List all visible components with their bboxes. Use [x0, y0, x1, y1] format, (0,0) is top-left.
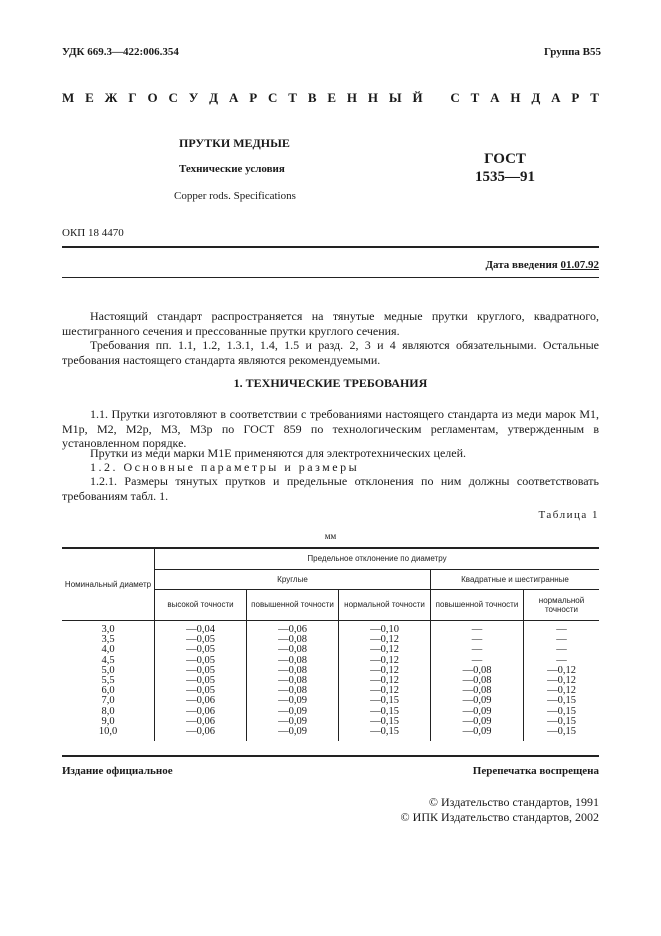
cell-deviation: —0,10 — [339, 621, 431, 636]
table-row — [62, 621, 599, 636]
header-round: Круглые — [155, 570, 431, 590]
heading-letter: Р — [571, 90, 580, 105]
cell-deviation: —0,06 — [155, 727, 247, 741]
cell-deviation: —0,08 — [247, 656, 339, 666]
gost-designation — [460, 150, 550, 186]
heading-letter: Т — [288, 90, 297, 105]
section-heading: 1. ТЕХНИЧЕСКИЕ ТРЕБОВАНИЯ — [233, 376, 428, 390]
cell-deviation: —0,15 — [524, 717, 600, 727]
cell-deviation: —0,08 — [431, 666, 524, 676]
cell-diameter: 4,0 — [101, 644, 115, 656]
header-square-normal: нормальной точности — [524, 590, 600, 621]
cell-deviation: —0,15 — [339, 727, 431, 741]
table-row — [62, 676, 599, 686]
cell-deviation: —0,06 — [155, 696, 247, 706]
reprint-prohibited: Перепечатка воспрещена — [472, 765, 599, 777]
header-round-normal: нормальной точности — [339, 590, 431, 621]
cell-deviation: —0,09 — [431, 707, 524, 717]
cell-deviation: —0,06 — [155, 707, 247, 717]
group-code: Группа В55 — [543, 46, 601, 58]
heading-letter: А — [490, 90, 500, 105]
header-round-increased: повышенной точности — [247, 590, 339, 621]
cell-deviation: —0,08 — [247, 645, 339, 655]
cell-diameter: 5,0 — [101, 664, 115, 676]
okp-code: ОКП 18 4470 — [62, 227, 124, 239]
cell-deviation: — — [431, 656, 524, 666]
table-row — [62, 686, 599, 696]
table-row — [62, 717, 599, 727]
heading-letter: Й — [412, 90, 423, 105]
cell-deviation: —0,09 — [431, 717, 524, 727]
cell-deviation: —0,15 — [524, 707, 600, 717]
gost-number: 1535—91 — [475, 169, 535, 185]
table-unit: мм — [324, 531, 337, 541]
cell-diameter: 4,5 — [101, 654, 115, 666]
table-caption: Таблица 1 — [538, 509, 599, 521]
cell-deviation: —0,08 — [431, 686, 524, 696]
cell-deviation: —0,08 — [247, 666, 339, 676]
cell-deviation: —0,06 — [155, 717, 247, 727]
cell-deviation: —0,09 — [431, 727, 524, 741]
heading-letter: Ы — [388, 90, 402, 105]
cell-deviation: —0,09 — [247, 696, 339, 706]
heading-letter: С — [268, 90, 278, 105]
cell-diameter: 6,0 — [101, 685, 115, 697]
cell-deviation: —0,05 — [155, 635, 247, 645]
heading-letter: Т — [470, 90, 480, 105]
paragraph-1-2-1: 1.2.1. Размеры тянутых прутков и предельные отклонения по ним должны соответствовать требованиям табл. 1. — [62, 474, 599, 503]
cell-deviation: —0,12 — [339, 645, 431, 655]
cell-deviation: —0,05 — [155, 686, 247, 696]
cell-diameter: 10,0 — [98, 726, 118, 738]
cell-deviation: —0,05 — [155, 645, 247, 655]
cell-deviation: —0,15 — [524, 696, 600, 706]
header-square-increased: повышенной точности — [431, 590, 524, 621]
heading-letter: Д — [209, 90, 219, 105]
cell-deviation: —0,05 — [155, 656, 247, 666]
header-deviation: Предельное отклонение по диаметру — [155, 548, 600, 570]
heading-letter — [433, 90, 439, 106]
table-row — [62, 645, 599, 655]
cell-deviation: —0,06 — [247, 621, 339, 636]
cell-deviation: —0,12 — [339, 676, 431, 686]
document-title: ПРУТКИ МЕДНЫЕ — [179, 136, 290, 150]
cell-deviation: — — [524, 635, 600, 645]
cell-deviation: —0,04 — [155, 621, 247, 636]
copyright-1991: © Издательство стандартов, 1991 — [428, 795, 599, 809]
cell-deviation: —0,09 — [247, 707, 339, 717]
header-round-high: высокой точности — [155, 590, 247, 621]
cell-deviation: —0,05 — [155, 666, 247, 676]
heading-letter: В — [307, 90, 317, 105]
divider-thin — [62, 277, 599, 278]
heading-letter: С — [450, 90, 460, 105]
cell-diameter: 8,0 — [101, 705, 115, 717]
cell-diameter: 9,0 — [101, 715, 115, 727]
cell-deviation: — — [431, 645, 524, 655]
cell-deviation: —0,08 — [247, 676, 339, 686]
cell-deviation: —0,15 — [339, 717, 431, 727]
cell-deviation: —0,08 — [247, 686, 339, 696]
cell-deviation: —0,12 — [524, 676, 600, 686]
cell-deviation: — — [431, 621, 524, 636]
cell-deviation: —0,12 — [339, 656, 431, 666]
header-square-hex: Квадратные и шестигранные — [431, 570, 600, 590]
table-row — [62, 666, 599, 676]
cell-deviation: —0,12 — [524, 666, 600, 676]
heading-letter: М — [62, 90, 75, 105]
interstate-standard-heading — [62, 90, 599, 106]
cell-deviation: —0,08 — [431, 676, 524, 686]
cell-diameter: 3,0 — [101, 624, 115, 635]
paragraph-1-1: 1.1. Прутки изготовляют в соответствии с требованиями настоящего стандарта из меди марок М1, М1р, М2, М2р, М3, М3р по ГОСТ 859 по технологическим регламентам, утвержденным в установленном порядке. — [62, 407, 599, 450]
paragraph-1-2: 1.2. Основные параметры и размеры — [90, 460, 360, 474]
copyright-2002: © ИПК Издательство стандартов, 2002 — [400, 810, 599, 824]
heading-letter: Н — [510, 90, 521, 105]
cell-deviation: —0,12 — [339, 635, 431, 645]
cell-deviation: — — [431, 635, 524, 645]
table-row — [62, 635, 599, 645]
heading-letter: Р — [249, 90, 258, 105]
heading-letter: Ж — [104, 90, 118, 105]
header-nominal: Номинальный диаметр — [62, 548, 155, 621]
cell-deviation: —0,08 — [247, 635, 339, 645]
cell-diameter: 3,5 — [101, 634, 115, 646]
heading-letter: А — [228, 90, 239, 105]
divider-bottom — [62, 755, 599, 757]
heading-letter: Е — [85, 90, 94, 105]
table-row — [62, 707, 599, 717]
heading-letter: Е — [327, 90, 337, 105]
table-row — [62, 656, 599, 666]
table-row — [62, 727, 599, 741]
heading-letter: Г — [128, 90, 137, 105]
table-row — [62, 696, 599, 706]
heading-letter: У — [188, 90, 199, 105]
cell-deviation: — — [524, 621, 600, 636]
heading-letter: О — [147, 90, 158, 105]
cell-deviation: —0,09 — [247, 717, 339, 727]
cell-deviation: —0,09 — [247, 727, 339, 741]
cell-deviation: — — [524, 656, 600, 666]
paragraph-requirements: Требования пп. 1.1, 1.2, 1.3.1, 1.4, 1.5 и разд. 2, 3 и 4 являются обязательными. Остальные требования настоящего стандарта являются рекомендуемыми. — [62, 338, 599, 367]
udk-code: УДК 669.3—422:006.354 — [62, 46, 179, 58]
cell-deviation: —0,12 — [339, 666, 431, 676]
paragraph-scope: Настоящий стандарт распространяется на тянутые медные прутки круглого, квадратного, шестигранного сечения и прессованные прутки круглого сечения. — [62, 309, 599, 338]
cell-diameter: 5,5 — [101, 675, 115, 687]
cell-deviation: —0,15 — [339, 707, 431, 717]
heading-letter: Н — [346, 90, 358, 105]
divider-top — [62, 246, 599, 248]
heading-letter: Т — [590, 90, 599, 105]
deviation-table — [62, 547, 599, 741]
cell-deviation: —0,15 — [339, 696, 431, 706]
gost-label: ГОСТ — [484, 151, 526, 167]
cell-diameter: 7,0 — [101, 695, 115, 707]
cell-deviation: —0,09 — [431, 696, 524, 706]
intro-date — [485, 259, 599, 271]
official-edition: Издание официальное — [62, 765, 173, 777]
paragraph-m1e: Прутки из меди марки М1Е применяются для электротехнических целей. — [90, 446, 467, 460]
heading-letter: Н — [367, 90, 378, 105]
intro-date-value: 01.07.92 — [560, 259, 599, 271]
cell-deviation: —0,15 — [524, 727, 600, 741]
heading-letter: С — [168, 90, 178, 105]
intro-date-label: Дата введения — [485, 259, 558, 271]
cell-deviation: —0,12 — [524, 686, 600, 696]
cell-deviation: —0,12 — [339, 686, 431, 696]
document-subtitle: Технические условия — [179, 163, 285, 175]
heading-letter: Д — [531, 90, 541, 105]
english-title: Copper rods. Specifications — [174, 190, 296, 202]
cell-deviation: —0,05 — [155, 676, 247, 686]
cell-deviation: — — [524, 645, 600, 655]
heading-letter: А — [551, 90, 561, 105]
